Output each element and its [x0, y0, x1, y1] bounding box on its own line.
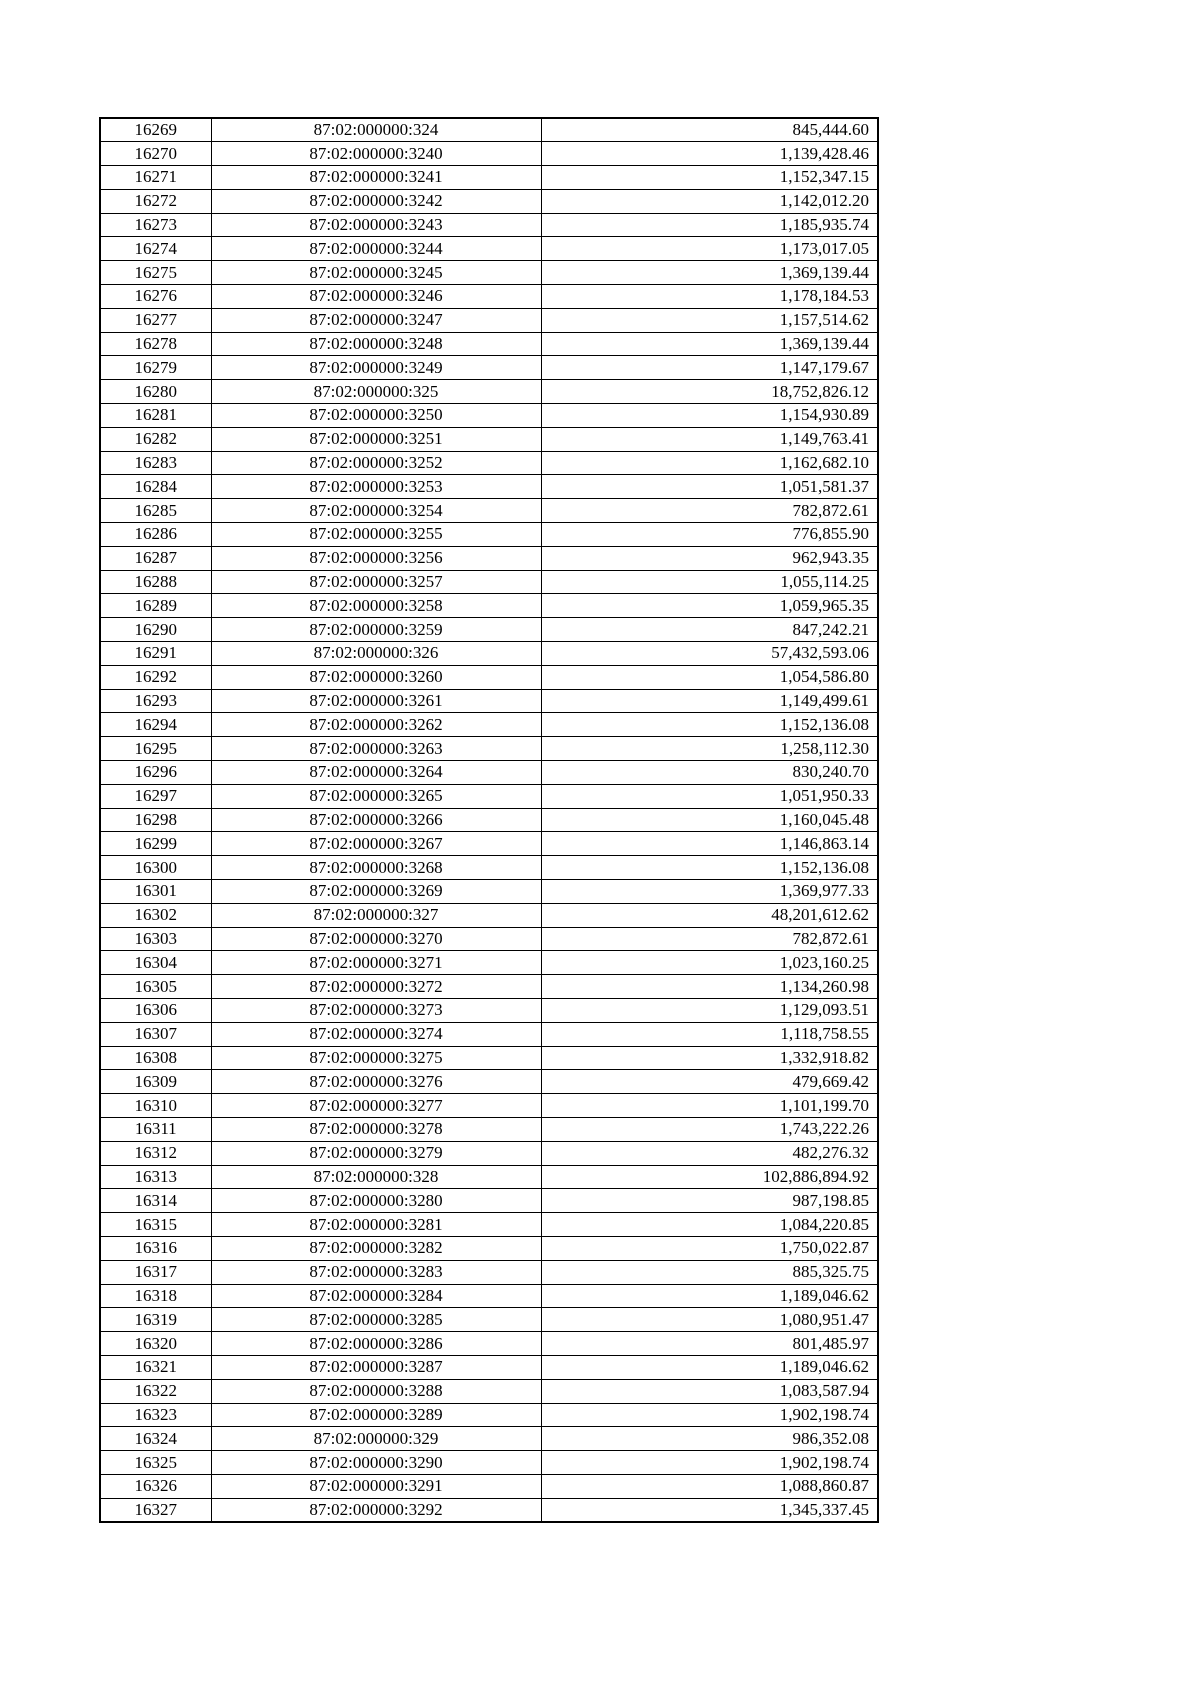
table-row	[100, 1022, 878, 1046]
table-row	[100, 189, 878, 213]
cadastral-value-cell: 1,054,586.80	[541, 665, 878, 689]
cadastral-number-cell: 87:02:000000:3246	[211, 285, 541, 309]
table-row	[100, 1379, 878, 1403]
row-number-cell: 16276	[100, 285, 211, 309]
cadastral-value-cell: 1,088,860.87	[541, 1474, 878, 1498]
table-row	[100, 142, 878, 166]
row-number-cell: 16286	[100, 523, 211, 547]
table-row	[100, 1260, 878, 1284]
cadastral-number-cell: 87:02:000000:3291	[211, 1474, 541, 1498]
table-row	[100, 880, 878, 904]
row-number-cell: 16272	[100, 189, 211, 213]
cadastral-value-cell: 847,242.21	[541, 618, 878, 642]
cadastral-value-cell: 1,084,220.85	[541, 1213, 878, 1237]
cadastral-number-cell: 87:02:000000:324	[211, 118, 541, 142]
cadastral-value-cell: 1,369,139.44	[541, 332, 878, 356]
cadastral-number-cell: 87:02:000000:3251	[211, 427, 541, 451]
table-row	[100, 951, 878, 975]
cadastral-number-cell: 87:02:000000:3260	[211, 665, 541, 689]
cadastral-value-cell: 1,149,763.41	[541, 427, 878, 451]
row-number-cell: 16325	[100, 1451, 211, 1475]
row-number-cell: 16294	[100, 713, 211, 737]
table-row	[100, 332, 878, 356]
table-row	[100, 1070, 878, 1094]
cadastral-number-cell: 87:02:000000:3285	[211, 1308, 541, 1332]
row-number-cell: 16269	[100, 118, 211, 142]
cadastral-value-cell: 482,276.32	[541, 1141, 878, 1165]
row-number-cell: 16315	[100, 1213, 211, 1237]
table-row	[100, 1474, 878, 1498]
table-row	[100, 713, 878, 737]
row-number-cell: 16327	[100, 1498, 211, 1522]
row-number-cell: 16283	[100, 451, 211, 475]
table-row	[100, 1355, 878, 1379]
cadastral-value-cell: 102,886,894.92	[541, 1165, 878, 1189]
table-body	[100, 118, 878, 1522]
row-number-cell: 16297	[100, 784, 211, 808]
cadastral-number-cell: 87:02:000000:3253	[211, 475, 541, 499]
cadastral-value-cell: 1,154,930.89	[541, 404, 878, 428]
cadastral-number-cell: 87:02:000000:3262	[211, 713, 541, 737]
row-number-cell: 16298	[100, 808, 211, 832]
cadastral-number-cell: 87:02:000000:3286	[211, 1332, 541, 1356]
row-number-cell: 16323	[100, 1403, 211, 1427]
row-number-cell: 16285	[100, 499, 211, 523]
cadastral-number-cell: 87:02:000000:3256	[211, 546, 541, 570]
table-row	[100, 903, 878, 927]
cadastral-number-cell: 87:02:000000:3259	[211, 618, 541, 642]
cadastral-number-cell: 87:02:000000:3248	[211, 332, 541, 356]
cadastral-value-cell: 1,146,863.14	[541, 832, 878, 856]
row-number-cell: 16321	[100, 1355, 211, 1379]
table-row	[100, 1189, 878, 1213]
cadastral-value-cell: 1,369,139.44	[541, 261, 878, 285]
table-row	[100, 237, 878, 261]
cadastral-number-cell: 87:02:000000:3270	[211, 927, 541, 951]
cadastral-number-cell: 87:02:000000:329	[211, 1427, 541, 1451]
row-number-cell: 16301	[100, 880, 211, 904]
row-number-cell: 16284	[100, 475, 211, 499]
cadastral-value-cell: 1,083,587.94	[541, 1379, 878, 1403]
row-number-cell: 16274	[100, 237, 211, 261]
table-row	[100, 213, 878, 237]
table-row	[100, 832, 878, 856]
table-row	[100, 1308, 878, 1332]
row-number-cell: 16292	[100, 665, 211, 689]
cadastral-value-cell: 1,118,758.55	[541, 1022, 878, 1046]
row-number-cell: 16275	[100, 261, 211, 285]
table-row	[100, 998, 878, 1022]
cadastral-number-cell: 87:02:000000:3269	[211, 880, 541, 904]
row-number-cell: 16306	[100, 998, 211, 1022]
cadastral-number-cell: 87:02:000000:3261	[211, 689, 541, 713]
cadastral-number-cell: 87:02:000000:3257	[211, 570, 541, 594]
cadastral-number-cell: 87:02:000000:3249	[211, 356, 541, 380]
cadastral-value-cell: 1,059,965.35	[541, 594, 878, 618]
row-number-cell: 16316	[100, 1236, 211, 1260]
table-row	[100, 308, 878, 332]
table-row	[100, 1427, 878, 1451]
cadastral-value-cell: 1,147,179.67	[541, 356, 878, 380]
row-number-cell: 16290	[100, 618, 211, 642]
cadastral-number-cell: 87:02:000000:3267	[211, 832, 541, 856]
table-row	[100, 1117, 878, 1141]
table-row	[100, 1141, 878, 1165]
table-row	[100, 642, 878, 666]
cadastral-value-cell: 1,139,428.46	[541, 142, 878, 166]
row-number-cell: 16326	[100, 1474, 211, 1498]
cadastral-value-cell: 1,157,514.62	[541, 308, 878, 332]
cadastral-value-cell: 1,902,198.74	[541, 1403, 878, 1427]
row-number-cell: 16296	[100, 761, 211, 785]
cadastral-value-cell: 782,872.61	[541, 927, 878, 951]
cadastral-value-cell: 1,152,136.08	[541, 713, 878, 737]
row-number-cell: 16287	[100, 546, 211, 570]
table-row	[100, 1046, 878, 1070]
cadastral-value-cell: 1,345,337.45	[541, 1498, 878, 1522]
table-row	[100, 1451, 878, 1475]
cadastral-number-cell: 87:02:000000:3283	[211, 1260, 541, 1284]
table-row	[100, 1213, 878, 1237]
cadastral-number-cell: 87:02:000000:3255	[211, 523, 541, 547]
cadastral-value-cell: 1,134,260.98	[541, 975, 878, 999]
row-number-cell: 16293	[100, 689, 211, 713]
row-number-cell: 16311	[100, 1117, 211, 1141]
row-number-cell: 16320	[100, 1332, 211, 1356]
cadastral-number-cell: 87:02:000000:3271	[211, 951, 541, 975]
table-row	[100, 427, 878, 451]
cadastral-value-cell: 987,198.85	[541, 1189, 878, 1213]
table-row	[100, 856, 878, 880]
cadastral-value-cell: 1,101,199.70	[541, 1094, 878, 1118]
cadastral-number-cell: 87:02:000000:3276	[211, 1070, 541, 1094]
cadastral-number-cell: 87:02:000000:3258	[211, 594, 541, 618]
row-number-cell: 16279	[100, 356, 211, 380]
table-row	[100, 380, 878, 404]
table-row	[100, 665, 878, 689]
cadastral-number-cell: 87:02:000000:3273	[211, 998, 541, 1022]
row-number-cell: 16299	[100, 832, 211, 856]
cadastral-number-cell: 87:02:000000:3292	[211, 1498, 541, 1522]
cadastral-value-cell: 1,332,918.82	[541, 1046, 878, 1070]
cadastral-number-cell: 87:02:000000:3252	[211, 451, 541, 475]
cadastral-number-cell: 87:02:000000:3287	[211, 1355, 541, 1379]
cadastral-number-cell: 87:02:000000:3288	[211, 1379, 541, 1403]
cadastral-value-cell: 1,173,017.05	[541, 237, 878, 261]
cadastral-number-cell: 87:02:000000:3245	[211, 261, 541, 285]
cadastral-number-cell: 87:02:000000:3280	[211, 1189, 541, 1213]
cadastral-value-cell: 1,152,347.15	[541, 166, 878, 190]
cadastral-number-cell: 87:02:000000:326	[211, 642, 541, 666]
table-row	[100, 761, 878, 785]
cadastral-value-cell: 1,750,022.87	[541, 1236, 878, 1260]
cadastral-number-cell: 87:02:000000:3282	[211, 1236, 541, 1260]
row-number-cell: 16282	[100, 427, 211, 451]
row-number-cell: 16317	[100, 1260, 211, 1284]
row-number-cell: 16273	[100, 213, 211, 237]
table-row	[100, 737, 878, 761]
cadastral-value-cell: 1,129,093.51	[541, 998, 878, 1022]
cadastral-number-cell: 87:02:000000:3278	[211, 1117, 541, 1141]
row-number-cell: 16310	[100, 1094, 211, 1118]
cadastral-number-cell: 87:02:000000:3250	[211, 404, 541, 428]
cadastral-value-cell: 885,325.75	[541, 1260, 878, 1284]
cadastral-value-cell: 1,080,951.47	[541, 1308, 878, 1332]
table-row	[100, 546, 878, 570]
cadastral-value-cell: 1,178,184.53	[541, 285, 878, 309]
cadastral-value-cell: 1,189,046.62	[541, 1284, 878, 1308]
row-number-cell: 16324	[100, 1427, 211, 1451]
cadastral-number-cell: 87:02:000000:3284	[211, 1284, 541, 1308]
table-row	[100, 261, 878, 285]
cadastral-number-cell: 87:02:000000:3266	[211, 808, 541, 832]
row-number-cell: 16304	[100, 951, 211, 975]
cadastral-number-cell: 87:02:000000:3274	[211, 1022, 541, 1046]
cadastral-value-cell: 1,149,499.61	[541, 689, 878, 713]
table-row	[100, 808, 878, 832]
cadastral-value-cell: 48,201,612.62	[541, 903, 878, 927]
cadastral-value-cell: 962,943.35	[541, 546, 878, 570]
cadastral-number-cell: 87:02:000000:3289	[211, 1403, 541, 1427]
cadastral-number-cell: 87:02:000000:327	[211, 903, 541, 927]
row-number-cell: 16312	[100, 1141, 211, 1165]
row-number-cell: 16305	[100, 975, 211, 999]
cadastral-number-cell: 87:02:000000:3264	[211, 761, 541, 785]
cadastral-number-cell: 87:02:000000:328	[211, 1165, 541, 1189]
row-number-cell: 16300	[100, 856, 211, 880]
row-number-cell: 16322	[100, 1379, 211, 1403]
row-number-cell: 16270	[100, 142, 211, 166]
row-number-cell: 16288	[100, 570, 211, 594]
cadastral-value-cell: 830,240.70	[541, 761, 878, 785]
table-row	[100, 570, 878, 594]
row-number-cell: 16277	[100, 308, 211, 332]
row-number-cell: 16319	[100, 1308, 211, 1332]
cadastral-value-cell: 1,142,012.20	[541, 189, 878, 213]
row-number-cell: 16303	[100, 927, 211, 951]
table-row	[100, 594, 878, 618]
row-number-cell: 16289	[100, 594, 211, 618]
table-row	[100, 475, 878, 499]
row-number-cell: 16307	[100, 1022, 211, 1046]
cadastral-value-cell: 1,185,935.74	[541, 213, 878, 237]
cadastral-value-cell: 57,432,593.06	[541, 642, 878, 666]
table-row	[100, 166, 878, 190]
table-row	[100, 1332, 878, 1356]
cadastral-number-cell: 87:02:000000:3242	[211, 189, 541, 213]
table-row	[100, 1094, 878, 1118]
row-number-cell: 16281	[100, 404, 211, 428]
cadastral-value-cell: 1,051,950.33	[541, 784, 878, 808]
table-row	[100, 927, 878, 951]
cadastral-number-cell: 87:02:000000:3275	[211, 1046, 541, 1070]
row-number-cell: 16313	[100, 1165, 211, 1189]
cadastral-number-cell: 87:02:000000:3281	[211, 1213, 541, 1237]
table-row	[100, 1236, 878, 1260]
table-row	[100, 1165, 878, 1189]
row-number-cell: 16314	[100, 1189, 211, 1213]
table-row	[100, 1403, 878, 1427]
table-row	[100, 975, 878, 999]
row-number-cell: 16308	[100, 1046, 211, 1070]
cadastral-value-cell: 845,444.60	[541, 118, 878, 142]
cadastral-number-cell: 87:02:000000:3272	[211, 975, 541, 999]
cadastral-value-cell: 776,855.90	[541, 523, 878, 547]
table-row	[100, 523, 878, 547]
cadastral-value-cell: 1,162,682.10	[541, 451, 878, 475]
table-row	[100, 118, 878, 142]
cadastral-value-cell: 1,152,136.08	[541, 856, 878, 880]
table-row	[100, 285, 878, 309]
cadastral-value-cell: 986,352.08	[541, 1427, 878, 1451]
cadastral-value-cell: 18,752,826.12	[541, 380, 878, 404]
cadastral-value-cell: 1,055,114.25	[541, 570, 878, 594]
cadastral-value-cell: 1,369,977.33	[541, 880, 878, 904]
cadastral-value-cell: 1,743,222.26	[541, 1117, 878, 1141]
cadastral-number-cell: 87:02:000000:3290	[211, 1451, 541, 1475]
row-number-cell: 16280	[100, 380, 211, 404]
row-number-cell: 16271	[100, 166, 211, 190]
cadastral-number-cell: 87:02:000000:3254	[211, 499, 541, 523]
table-row	[100, 499, 878, 523]
cadastral-value-cell: 1,189,046.62	[541, 1355, 878, 1379]
table-row	[100, 356, 878, 380]
row-number-cell: 16278	[100, 332, 211, 356]
cadastral-number-cell: 87:02:000000:3241	[211, 166, 541, 190]
table-row	[100, 784, 878, 808]
cadastral-number-cell: 87:02:000000:3265	[211, 784, 541, 808]
cadastral-number-cell: 87:02:000000:3244	[211, 237, 541, 261]
cadastral-number-cell: 87:02:000000:325	[211, 380, 541, 404]
cadastral-number-cell: 87:02:000000:3247	[211, 308, 541, 332]
cadastral-value-cell: 1,258,112.30	[541, 737, 878, 761]
row-number-cell: 16295	[100, 737, 211, 761]
table-row	[100, 1498, 878, 1522]
cadastral-number-cell: 87:02:000000:3243	[211, 213, 541, 237]
cadastral-number-cell: 87:02:000000:3279	[211, 1141, 541, 1165]
row-number-cell: 16302	[100, 903, 211, 927]
table-row	[100, 404, 878, 428]
cadastral-value-cell: 1,051,581.37	[541, 475, 878, 499]
cadastral-number-cell: 87:02:000000:3268	[211, 856, 541, 880]
table-row	[100, 451, 878, 475]
row-number-cell: 16291	[100, 642, 211, 666]
cadastral-number-cell: 87:02:000000:3240	[211, 142, 541, 166]
cadastral-number-cell: 87:02:000000:3277	[211, 1094, 541, 1118]
table-row	[100, 689, 878, 713]
row-number-cell: 16318	[100, 1284, 211, 1308]
cadastral-value-cell: 1,160,045.48	[541, 808, 878, 832]
cadastral-value-cell: 1,902,198.74	[541, 1451, 878, 1475]
cadastral-value-cell: 479,669.42	[541, 1070, 878, 1094]
cadastral-value-cell: 782,872.61	[541, 499, 878, 523]
table-row	[100, 1284, 878, 1308]
cadastral-value-table	[99, 117, 879, 1523]
row-number-cell: 16309	[100, 1070, 211, 1094]
cadastral-value-cell: 801,485.97	[541, 1332, 878, 1356]
cadastral-number-cell: 87:02:000000:3263	[211, 737, 541, 761]
table-row	[100, 618, 878, 642]
cadastral-value-cell: 1,023,160.25	[541, 951, 878, 975]
